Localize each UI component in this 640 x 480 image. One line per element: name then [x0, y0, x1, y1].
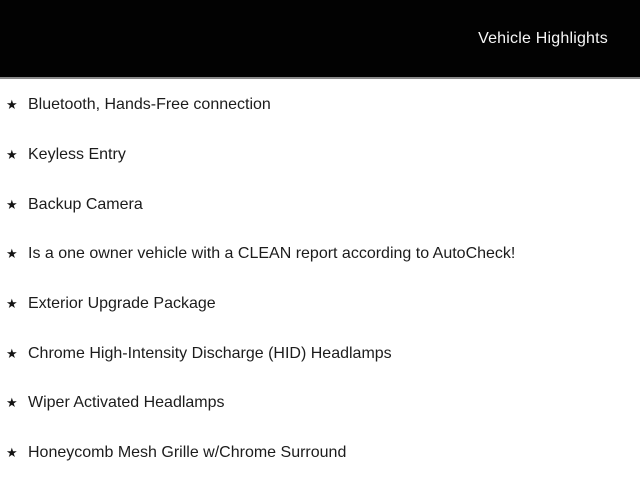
list-item-label: Bluetooth, Hands-Free connection	[28, 96, 271, 114]
star-icon: ★	[6, 345, 18, 361]
list-item	[6, 80, 630, 130]
list-item	[6, 179, 630, 229]
list-item	[6, 378, 630, 428]
star-icon: ★	[6, 147, 18, 163]
star-icon: ★	[6, 246, 18, 262]
list-item	[6, 428, 630, 478]
list-item	[6, 130, 630, 180]
list-item-label: Is a one owner vehicle with a CLEAN report according to AutoCheck!	[28, 245, 516, 263]
page-title: Vehicle Highlights	[478, 29, 608, 47]
list-item-label: Keyless Entry	[28, 145, 126, 163]
list-item-label: Backup Camera	[28, 195, 143, 213]
list-item	[6, 229, 630, 279]
star-icon: ★	[6, 196, 18, 212]
list-item	[6, 328, 630, 378]
list-item-label: Honeycomb Mesh Grille w/Chrome Surround	[28, 444, 347, 462]
list-item-label: Exterior Upgrade Package	[28, 295, 216, 312]
list-item-label: Wiper Activated Headlamps	[28, 394, 225, 412]
star-icon: ★	[6, 97, 18, 113]
list-item	[6, 279, 630, 329]
star-icon: ★	[6, 296, 18, 312]
highlights-list	[0, 79, 640, 478]
star-icon: ★	[6, 445, 18, 461]
list-item-label: Chrome High-Intensity Discharge (HID) Headlamps	[28, 344, 392, 362]
header-bar	[0, 0, 640, 79]
star-icon: ★	[6, 395, 18, 411]
